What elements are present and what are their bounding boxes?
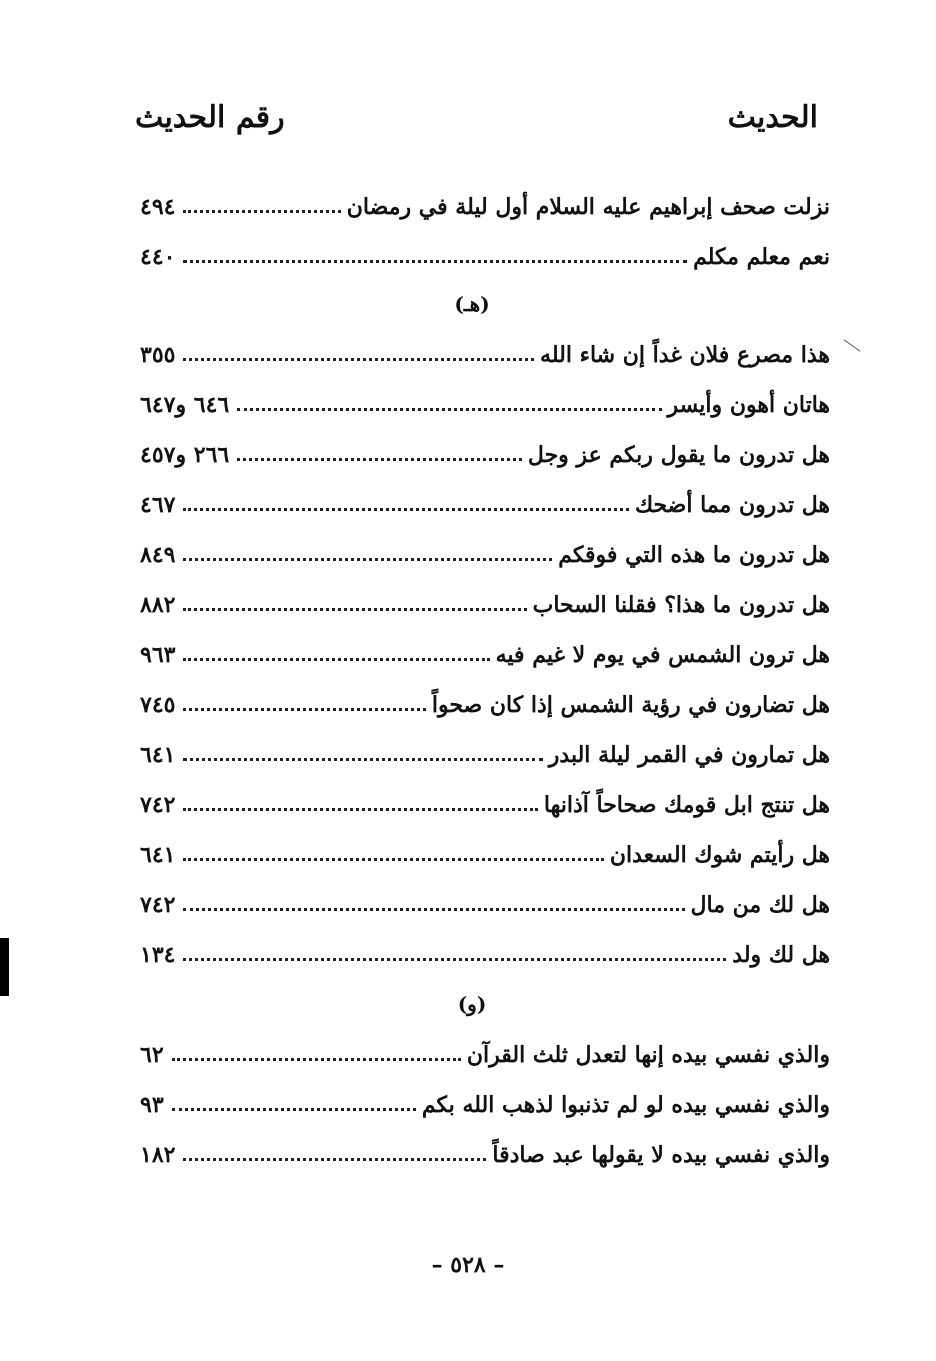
column-header-hadith-number: رقم الحديث — [135, 100, 285, 135]
index-entry — [140, 1130, 830, 1170]
leader-dots — [183, 708, 425, 711]
entry-text: هذا مصرع فلان غداً إن شاء الله — [540, 342, 830, 368]
entry-number: ٤٩٤ — [140, 194, 176, 220]
index-entry — [140, 430, 830, 470]
leader-dots — [237, 458, 522, 461]
entry-number: ٩٦٣ — [140, 642, 176, 668]
entry-text: هل تدرون ما يقول ربكم عز وجل — [527, 442, 830, 468]
index-entry — [140, 930, 830, 970]
index-entry — [140, 182, 830, 222]
leader-dots — [183, 358, 534, 361]
index-entry — [140, 380, 830, 420]
entry-text: هل تمارون في القمر ليلة البدر — [548, 742, 830, 768]
leader-dots — [183, 958, 726, 961]
entry-number: ٧٤٢ — [140, 792, 176, 818]
entry-text: نزلت صحف إبراهيم عليه السلام أول ليلة في رمضان — [346, 194, 830, 220]
entry-text: هل لك ولد — [732, 942, 830, 968]
entry-number: ٣٥٥ — [140, 342, 176, 368]
entry-text: هل تدرون ما هذه التي فوقكم — [558, 542, 830, 568]
leader-dots — [183, 210, 340, 213]
entry-text: هاتان أهون وأيسر — [667, 392, 830, 418]
index-entry — [140, 830, 830, 870]
leader-dots — [183, 758, 542, 761]
entry-number: ٦٤١ — [140, 742, 176, 768]
entry-number: ٤٤٠ — [140, 244, 176, 270]
leader-dots — [183, 658, 489, 661]
entry-number: ٩٣ — [140, 1092, 164, 1118]
column-header-hadith: الحديث — [727, 100, 818, 135]
section-heading-ha: (هـ) — [454, 292, 490, 316]
index-entry — [140, 480, 830, 520]
entry-text: هل تضارون في رؤية الشمس إذا كان صحواً — [431, 692, 830, 718]
entry-text: هل لك من مال — [690, 892, 830, 918]
entry-number: ٦٤١ — [140, 842, 176, 868]
index-entry — [140, 680, 830, 720]
entry-number: ١٨٢ — [140, 1142, 176, 1168]
entry-number: ١٣٤ — [140, 942, 176, 968]
entry-text: هل تدرون ما هذا؟ فقلنا السحاب — [532, 592, 830, 618]
leader-dots — [237, 408, 661, 411]
entry-number: ٧٤٢ — [140, 892, 176, 918]
index-entry — [140, 880, 830, 920]
index-entry — [140, 232, 830, 272]
leader-dots — [183, 558, 552, 561]
margin-bar — [0, 938, 9, 996]
leader-dots — [183, 808, 537, 811]
entry-text: هل تنتج ابل قومك صحاحاً آذانها — [543, 792, 830, 818]
entry-text: والذي نفسي بيده لو لم تذنبوا لذهب الله بكم — [421, 1092, 830, 1118]
entry-text: والذي نفسي بيده إنها لتعدل ثلث القرآن — [466, 1042, 830, 1068]
entry-text: هل ترون الشمس في يوم لا غيم فيه — [495, 642, 830, 668]
entry-number: ٢٦٦ و٤٥٧ — [140, 442, 230, 468]
index-entry — [140, 580, 830, 620]
index-entry — [140, 330, 830, 370]
entry-number: ٦٤٦ و٦٤٧ — [140, 392, 230, 418]
section-heading-waw: (و) — [457, 992, 487, 1016]
index-entry — [140, 530, 830, 570]
leader-dots — [172, 1108, 416, 1111]
entry-number: ٦٢ — [140, 1042, 164, 1068]
leader-dots — [183, 608, 526, 611]
entry-text: هل رأيتم شوك السعدان — [609, 842, 830, 868]
leader-dots — [183, 260, 687, 263]
leader-dots — [172, 1058, 461, 1061]
leader-dots — [183, 858, 603, 861]
index-entry — [140, 1030, 830, 1070]
leader-dots — [183, 1158, 486, 1161]
entry-text: نعم معلم مكلم — [693, 244, 830, 270]
index-entry — [140, 730, 830, 770]
page-number: – ٥٢٨ – — [431, 1252, 505, 1278]
index-entry — [140, 630, 830, 670]
entry-number: ٤٦٧ — [140, 492, 176, 518]
index-entry — [140, 780, 830, 820]
entry-number: ٨٤٩ — [140, 542, 176, 568]
leader-dots — [183, 508, 628, 511]
entry-text: هل تدرون مما أضحك — [634, 492, 830, 518]
index-entry — [140, 1080, 830, 1120]
entry-number: ٧٤٥ — [140, 692, 176, 718]
entry-number: ٨٨٢ — [140, 592, 176, 618]
leader-dots — [183, 908, 684, 911]
stray-mark — [844, 339, 861, 351]
entry-text: والذي نفسي بيده لا يقولها عبد صادقاً — [492, 1142, 830, 1168]
